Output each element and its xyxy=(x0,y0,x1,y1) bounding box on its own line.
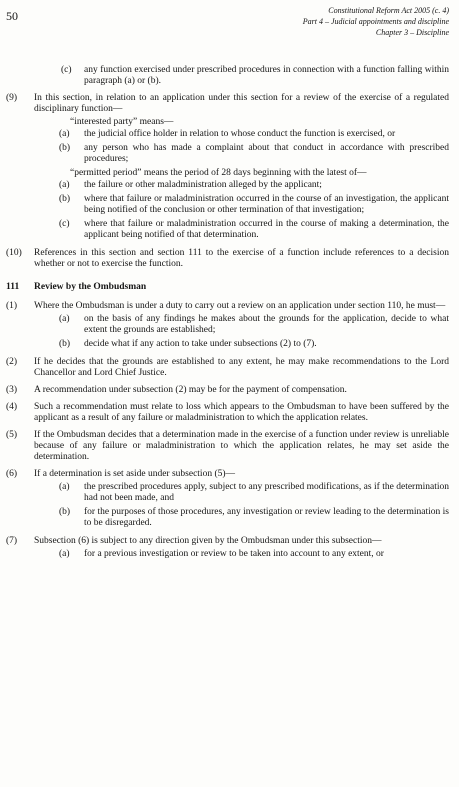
paragraph-text: any person who has made a complaint about that conduct in accordance with prescribed procedures; xyxy=(84,143,449,164)
paragraph-c-continued xyxy=(6,65,449,87)
subsection-text: In this section, in relation to an application under this section for a review of the exercise of a regulated disciplinary function— xyxy=(34,93,449,114)
subsection-7 xyxy=(6,536,449,547)
paragraph-label: (a) xyxy=(59,129,70,139)
paragraph-b xyxy=(6,143,449,165)
subsection-text: Where the Ombudsman is under a duty to carry out a review on an application under section 110, he must— xyxy=(34,301,446,311)
paragraph-text: on the basis of any findings he makes about the grounds for the application, decide to what extent the grounds are established; xyxy=(84,314,449,335)
running-head-act: Constitutional Reform Act 2005 (c. 4) xyxy=(328,6,449,15)
subsection-5 xyxy=(6,430,449,463)
subsection-text: If the Ombudsman decides that a determination made in the exercise of a function under review is unreliable because of any failure or maladministration to which the application relates, he may set aside the determination. xyxy=(34,430,449,462)
paragraph-a xyxy=(6,180,449,191)
paragraph-label: (b) xyxy=(59,143,71,153)
subsection-text: References in this section and section 111 to the exercise of a function include references to a decision whether or not to exercise the function. xyxy=(34,248,449,269)
paragraph-label: (c) xyxy=(61,65,72,75)
subsection-number: (6) xyxy=(6,469,18,479)
subsection-number: (7) xyxy=(6,536,18,546)
paragraph-label: (a) xyxy=(59,180,70,190)
paragraph-text: the judicial office holder in relation to whose conduct the function is exercised, or xyxy=(84,129,396,139)
subsection-text: If a determination is set aside under subsection (5)— xyxy=(34,469,236,479)
paragraph-text: the failure or other maladministration alleged by the applicant; xyxy=(84,180,322,190)
paragraph-b xyxy=(6,194,449,216)
subsection-6 xyxy=(6,469,449,480)
page-number: 50 xyxy=(6,9,18,23)
running-head-chapter: Chapter 3 – Discipline xyxy=(375,28,449,37)
subsection-number: (9) xyxy=(6,93,18,103)
paragraph-label: (b) xyxy=(59,339,71,349)
running-head-part: Part 4 – Judicial appointments and discipline xyxy=(302,17,449,26)
paragraph-label: (a) xyxy=(59,549,70,559)
paragraph-text: any function exercised under prescribed procedures in connection with a function falling within paragraph (a) or (b). xyxy=(84,65,449,86)
section-heading xyxy=(6,282,449,293)
definition-interested-party: “interested party” means— xyxy=(70,117,174,127)
paragraph-c xyxy=(6,219,449,241)
subsection-3 xyxy=(6,385,449,396)
paragraph-label: (a) xyxy=(59,482,70,492)
subsection-number: (10) xyxy=(6,248,22,258)
paragraph-text: for the purposes of those procedures, any investigation or review leading to the determination is to be disregarded. xyxy=(84,507,449,528)
paragraph-b xyxy=(6,339,449,350)
document-body xyxy=(6,64,449,563)
running-head xyxy=(303,5,449,38)
paragraph-a xyxy=(6,482,449,504)
subsection-2 xyxy=(6,357,449,379)
section-number: 111 xyxy=(6,282,20,292)
subsection-4 xyxy=(6,402,449,424)
paragraph-a xyxy=(6,549,449,560)
subsection-text: A recommendation under subsection (2) may be for the payment of compensation. xyxy=(34,385,347,395)
subsection-number: (4) xyxy=(6,402,18,412)
paragraph-label: (b) xyxy=(59,194,71,204)
paragraph-label: (c) xyxy=(59,219,70,229)
paragraph-label: (b) xyxy=(59,507,71,517)
subsection-1 xyxy=(6,301,449,312)
subsection-9 xyxy=(6,93,449,115)
subsection-number: (5) xyxy=(6,430,18,440)
paragraph-b xyxy=(6,507,449,529)
paragraph-text: decide what if any action to take under subsections (2) to (7). xyxy=(84,339,317,349)
paragraph-a xyxy=(6,314,449,336)
paragraph-text: the prescribed procedures apply, subject to any prescribed modifications, as if the determination had not been made, and xyxy=(84,482,449,503)
paragraph-a xyxy=(6,129,449,140)
paragraph-text: for a previous investigation or review to be taken into account to any extent, or xyxy=(84,549,384,559)
subsection-text: If he decides that the grounds are established to any extent, he may make recommendations to the Lord Chancellor and Lord Chief Justice. xyxy=(34,357,449,378)
paragraph-label: (a) xyxy=(59,314,70,324)
section-title: Review by the Ombudsman xyxy=(34,282,147,292)
subsection-number: (2) xyxy=(6,357,18,367)
subsection-number: (1) xyxy=(6,301,18,311)
subsection-10 xyxy=(6,248,449,270)
subsection-text: Subsection (6) is subject to any direction given by the Ombudsman under this subsection— xyxy=(34,536,382,546)
paragraph-text: where that failure or maladministration occurred in the course of an investigation, the applicant being notified of the conclusion or other termination of that investigation; xyxy=(84,194,449,215)
subsection-text: Such a recommendation must relate to loss which appears to the Ombudsman to have been suffered by the applicant as a result of any failure or maladministration to which the application relates. xyxy=(34,402,449,423)
paragraph-text: where that failure or maladministration occurred in the course of making a determination, the applicant being notified of that determination. xyxy=(84,219,449,240)
definition-permitted-period: “permitted period” means the period of 28 days beginning with the latest of— xyxy=(70,168,367,178)
subsection-number: (3) xyxy=(6,385,18,395)
